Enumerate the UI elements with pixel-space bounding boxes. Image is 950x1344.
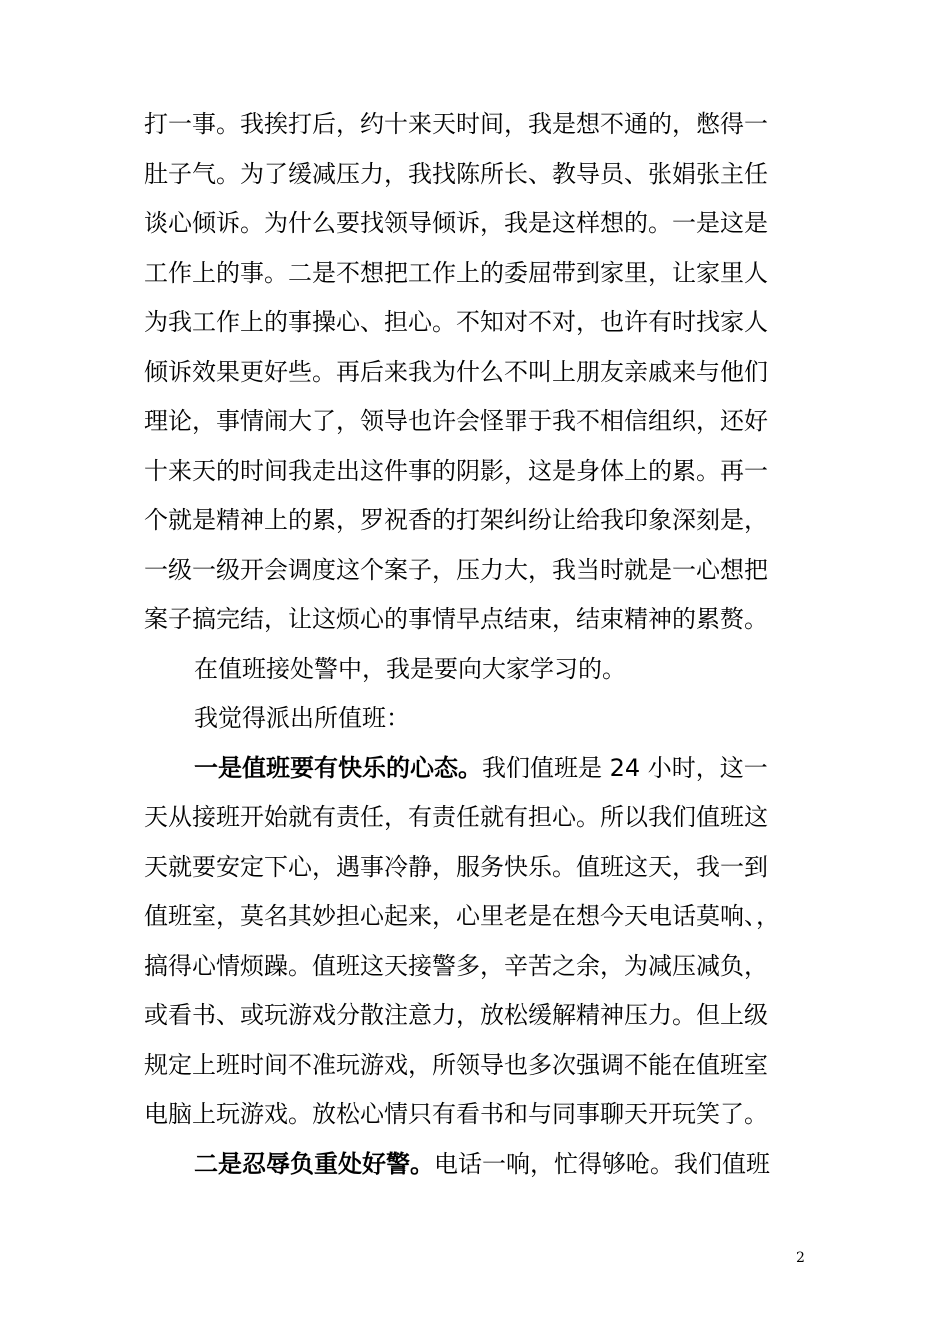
text-line: 天从接班开始就有责任，有责任就有担心。所以我们值班这 xyxy=(144,803,768,831)
text-line: 打一事。我挨打后，约十来天时间，我是想不通的，憋得一 xyxy=(144,110,768,138)
text-line: 肚子气。为了缓减压力，我找陈所长、教导员、张娟张主任 xyxy=(144,159,768,188)
paragraph-duty-intro: 我觉得派出所值班： xyxy=(194,704,410,732)
text-line: 十来天的时间我走出这件事的阴影，这是身体上的累。再一 xyxy=(144,456,768,485)
point1-first-line xyxy=(144,744,808,794)
point2-heading: 二是忍辱负重处好警。 xyxy=(194,1149,434,1178)
text-line: 规定上班时间不准玩游戏，所领导也多次强调不能在值班室 xyxy=(144,1050,768,1079)
text-line: 个就是精神上的累，罗祝香的打架纠纷让给我印象深刻是， xyxy=(144,506,768,534)
point1-first-line-text: 我们值班是 24 小时，这一 xyxy=(482,753,768,782)
text-line: 理论，事情闹大了，领导也许会怪罪于我不相信组织，还好 xyxy=(144,407,768,435)
text-line: 天就要安定下心，遇事冷静，服务快乐。值班这天，我一到 xyxy=(144,852,768,881)
text-line: 为我工作上的事操心、担心。不知对不对，也许有时找家人 xyxy=(144,308,768,336)
point1-heading: 一是值班要有快乐的心态。 xyxy=(194,753,482,782)
text-line: 案子搞完结，让这烦心的事情早点结束，结束精神的累赘。 xyxy=(144,605,768,633)
text-line: 谈心倾诉。为什么要找领导倾诉，我是这样想的。一是这是 xyxy=(144,209,768,237)
text-line: 工作上的事。二是不想把工作上的委屈带到家里，让家里人 xyxy=(144,258,768,287)
text-line: 倾诉效果更好些。再后来我为什么不叫上朋友亲戚来与他们 xyxy=(144,357,768,386)
text-line: 搞得心情烦躁。值班这天接警多，辛苦之余，为减压减负， xyxy=(144,951,768,980)
paragraph-duty-learning: 在值班接处警中，我是要向大家学习的。 xyxy=(194,654,626,683)
text-line: 电脑上玩游戏。放松心情只有看书和与同事聊天开玩笑了。 xyxy=(144,1100,768,1128)
point2-first-line xyxy=(144,1140,808,1190)
page-number: 2 xyxy=(796,1250,805,1266)
text-line: 或看书、或玩游戏分散注意力，放松缓解精神压力。但上级 xyxy=(144,1001,768,1029)
body-text xyxy=(144,100,808,1189)
text-line: 一级一级开会调度这个案子，压力大，我当时就是一心想把 xyxy=(144,555,768,584)
point2-first-line-text: 电话一响，忙得够呛。我们值班 xyxy=(434,1149,770,1178)
text-line: 值班室，莫名其妙担心起来，心里老是在想今天电话莫响、， xyxy=(144,902,780,930)
